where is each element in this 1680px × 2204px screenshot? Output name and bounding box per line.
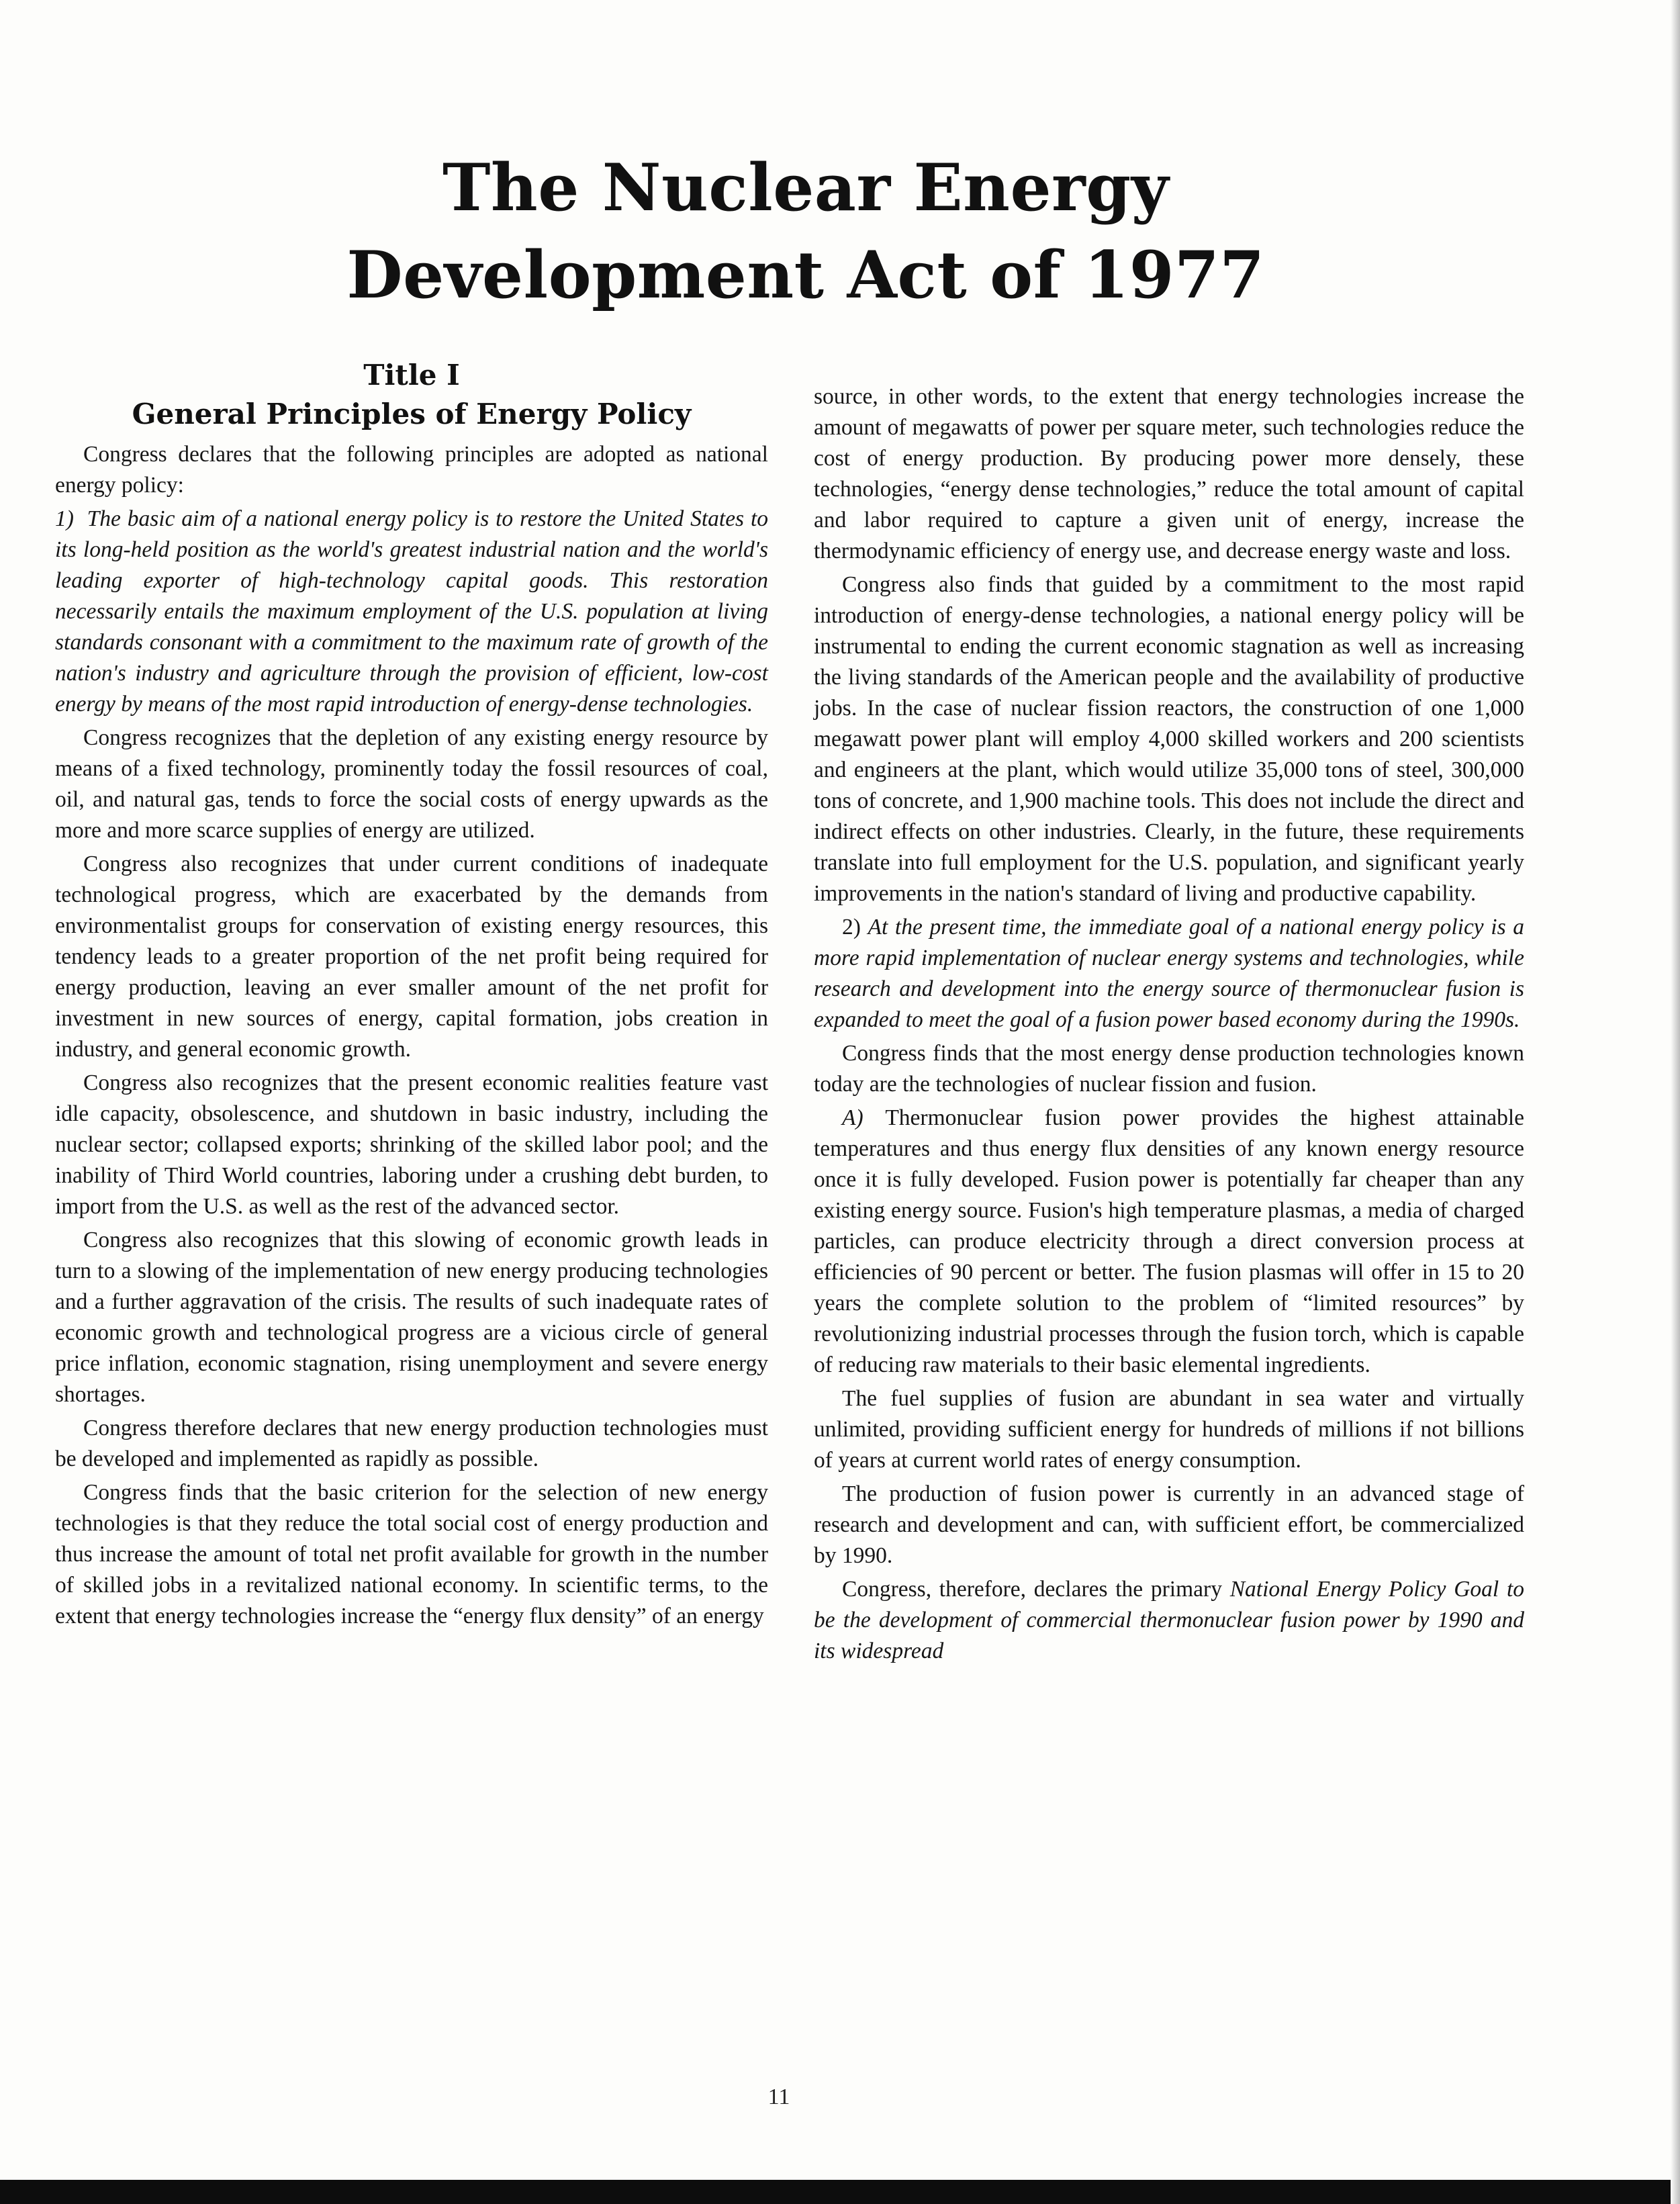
paragraph: Congress also recognizes that the present economic realities feature vast idle capacity, obsolescence, and shutdown in basic industry, including the nuclear sector; collapsed exports; shrinking of the skilled labor pool; and the inability of Third World countries, laboring under a crushing debt burden, to import from the U.S. as well as the rest of the advanced sector. — [55, 1070, 768, 1219]
scan-bottom-edge — [0, 2180, 1680, 2204]
item-text: Thermonuclear fusion power provides the highest attainable temperatures and thus energy flux densities of any known energy resource once it is fully developed. Fusion power is potentially far cheaper than any existing energy source. Fusion's high temperature plasmas, a media of charged particles, can produce electricity through a direct conversion process at efficiencies of 90 percent or better. The fusion plasmas will offer in 15 to 20 years the complete solution to the problem of “limited resources” by revolutionizing industrial processes through the fusion torch, which is capable of reducing raw materials to their basic elemental ingredients. — [814, 1105, 1524, 1377]
principle-number: 1) — [55, 506, 74, 531]
goal-lead: Congress, therefore, declares the primary — [842, 1577, 1222, 1602]
paragraph: The production of fusion power is currently in an advanced stage of research and development and can, with sufficient effort, be commercialized by 1990. — [814, 1481, 1524, 1568]
scan-right-edge — [1671, 0, 1680, 2204]
paragraph: Congress therefore declares that new energy production technologies must be developed and implemented as rapidly as possible. — [55, 1416, 768, 1471]
section-heading: Title I — [363, 359, 460, 392]
paragraph: source, in other words, to the extent that energy technologies increase the amount of megawatts of power per square meter, such technologies reduce the cost of energy production. By producing power more densely, these technologies, “energy dense technologies,” reduce the total amount of capital and labor required to capture a given unit of energy, increase the thermodynamic efficiency of energy use, and decrease energy waste and loss. — [814, 384, 1524, 563]
principle-number: 2) — [842, 915, 861, 939]
paragraph: Congress declares that the following principles are adopted as national energy policy: — [55, 442, 768, 498]
page-title-line-1: The Nuclear Energy — [442, 150, 1169, 226]
paragraph: Congress also recognizes that under current conditions of inadequate technological progress, which are exacerbated by the demands from environmentalist groups for conservation of existing energy resources, this tendency leads to a greater proportion of the net profit being required for energy production, leaving an ever smaller amount of the net profit for investment in new sources of energy, capital formation, jobs creation in industry, and general economic growth. — [55, 852, 768, 1062]
paragraph: Congress recognizes that the depletion of any existing energy resource by means of a fixed technology, prominently today the fossil resources of coal, oil, and natural gas, tends to force the social costs of energy upwards as the more and more scarce supplies of energy are utilized. — [55, 725, 768, 843]
paragraph: Congress finds that the most energy dense production technologies known today are the technologies of nuclear fission and fusion. — [814, 1041, 1524, 1097]
paragraph-principle-2 — [814, 912, 1524, 1036]
principle-text: At the present time, the immediate goal of a national energy policy is a more rapid implementation of nuclear energy systems and technologies, while research and development into the energy source of thermonuclear fusion is expanded to meet the goal of a fusion power based economy during the 1990s. — [814, 915, 1525, 1032]
principle-text: The basic aim of a national energy policy is to restore the United States to its long-held position as the world's greatest industrial nation and the world's leading exporter of high-technology capital goods. This restoration necessarily entails the maximum employment of the U.S. population at living standards consonant with a commitment to the maximum rate of growth of the nation's industry and agriculture through the provision of efficient, low-cost energy by means of the most rapid introduction of energy-dense technologies. — [55, 506, 769, 717]
paragraph: Congress also recognizes that this slowing of economic growth leads in turn to a slowing of the implementation of new energy producing technologies and a further aggravation of the crisis. The results of such inadequate rates of economic growth and technological progress are a vicious circle of general price inflation, economic stagnation, rising unemployment and severe energy shortages. — [55, 1228, 768, 1407]
paragraph-item-a — [814, 1103, 1524, 1381]
goal-text: National Energy Policy Goal to be the development of commercial thermonuclear fusion power by 1990 and its widespread — [814, 1577, 1524, 1663]
right-column — [814, 381, 1524, 1669]
paragraph-principle-1 — [55, 504, 768, 720]
page-number: 11 — [767, 2084, 790, 2109]
paragraph: The fuel supplies of fusion are abundant in sea water and virtually unlimited, providing sufficient energy for hundreds of millions if not billions of years at current world rates of energy consumption. — [814, 1386, 1524, 1473]
page-title-line-2: Development Act of 1977 — [346, 237, 1265, 313]
paragraph: Congress finds that the basic criterion for the selection of new energy technologies is that they reduce the total social cost of energy production and thus increase the amount of total net profit available for growth in the number of skilled jobs in a revitalized national economy. In scientific terms, to the extent that energy technologies increase the “energy flux density” of an energy — [55, 1480, 768, 1628]
paragraph: Congress also finds that guided by a commitment to the most rapid introduction of energy-dense technologies, a national energy policy will be instrumental to ending the current economic stagnation as well as increasing the living standards of the American people and the availability of productive jobs. In the case of nuclear fission reactors, the construction of one 1,000 megawatt power plant will employ 4,000 skilled workers and 200 scientists and engineers at the plant, which would utilize 35,000 tons of steel, 300,000 tons of concrete, and 1,900 machine tools. This does not include the direct and indirect effects on other industries. Clearly, in the future, these requirements translate into full employment for the U.S. population, and significant yearly improvements in the nation's standard of living and productive capability. — [814, 572, 1524, 906]
section-subheading: General Principles of Energy Policy — [132, 398, 692, 430]
paragraph-goal — [814, 1574, 1524, 1667]
left-column — [55, 356, 768, 1635]
item-letter: A) — [842, 1105, 864, 1130]
